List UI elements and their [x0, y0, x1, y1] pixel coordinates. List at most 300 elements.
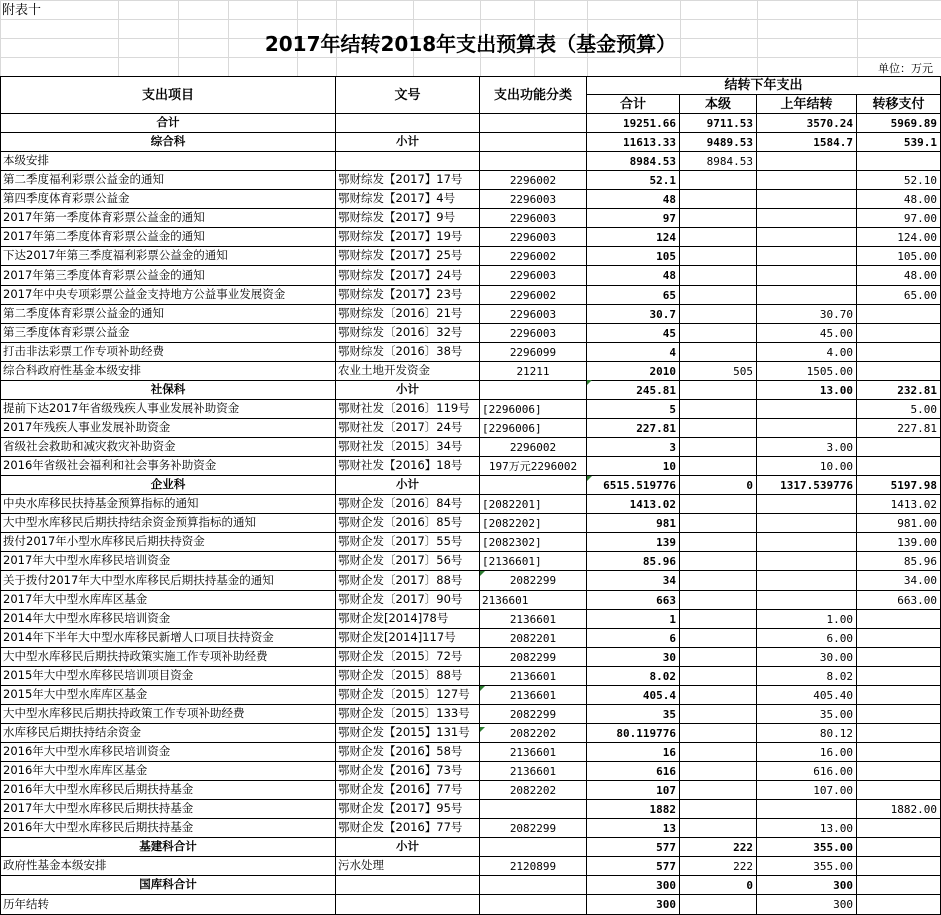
cell-item: 大中型水库移民后期扶持政策实施工作专项补助经费	[0, 648, 336, 667]
cell-total: 48	[587, 266, 680, 286]
header-group: 结转下年支出	[587, 76, 941, 95]
cell-func: 2082202	[480, 724, 587, 743]
cell-total: 13	[587, 819, 680, 838]
cell-transfer	[857, 724, 941, 743]
cell-total: 227.81	[587, 419, 680, 438]
cell-transfer: 105.00	[857, 247, 941, 266]
cell-own	[680, 743, 757, 762]
gridline	[0, 19, 941, 20]
cell-total: 80.119776	[587, 724, 680, 743]
cell-transfer: 34.00	[857, 571, 941, 591]
cell-total: 85.96	[587, 552, 680, 571]
cell-prev: 1.00	[757, 610, 857, 629]
cell-total: 1	[587, 610, 680, 629]
cell-item: 第二季度体育彩票公益金的通知	[0, 305, 336, 324]
cell-transfer	[857, 857, 941, 876]
cell-total: 48	[587, 190, 680, 209]
cell-doc: 鄂财企发〔2016〕85号	[336, 514, 480, 533]
cell-doc: 农业土地开发资金	[336, 362, 480, 381]
cell-total: 1882	[587, 800, 680, 819]
cell-func	[480, 876, 587, 895]
cell-prev	[757, 533, 857, 552]
cell-total: 97	[587, 209, 680, 228]
cell-item: 政府性基金本级安排	[0, 857, 336, 876]
cell-doc: 小计	[336, 838, 480, 857]
cell-total: 1413.02	[587, 495, 680, 514]
cell-prev: 3570.24	[757, 114, 857, 133]
cell-prev: 13.00	[757, 381, 857, 400]
cell-doc: 鄂财综发〔2016〕38号	[336, 343, 480, 362]
cell-func: 2136601	[480, 667, 587, 686]
cell-item: 2014年大中型水库移民培训资金	[0, 610, 336, 629]
cell-own: 8984.53	[680, 152, 757, 171]
cell-doc: 小计	[336, 476, 480, 495]
cell-doc: 鄂财企发〔2015〕72号	[336, 648, 480, 667]
cell-item: 国库科合计	[0, 876, 336, 895]
cell-func: 2136601	[480, 610, 587, 629]
cell-prev: 4.00	[757, 343, 857, 362]
cell-func: 2082201	[480, 629, 587, 648]
cell-own	[680, 438, 757, 457]
cell-own	[680, 514, 757, 533]
sheet-title: 2017年结转2018年支出预算表（基金预算）	[264, 32, 677, 56]
cell-prev	[757, 419, 857, 438]
cell-total: 8984.53	[587, 152, 680, 171]
cell-func: 2136601	[480, 686, 587, 705]
cell-prev	[757, 514, 857, 533]
cell-transfer: 124.00	[857, 228, 941, 247]
cell-func: 2296003	[480, 305, 587, 324]
cell-transfer: 139.00	[857, 533, 941, 552]
cell-doc: 鄂财企发【2016】77号	[336, 819, 480, 838]
cell-total: 981	[587, 514, 680, 533]
cell-doc: 鄂财企发【2016】77号	[336, 781, 480, 800]
cell-item: 合计	[0, 114, 336, 133]
cell-doc: 鄂财企发【2016】73号	[336, 762, 480, 781]
cell-doc: 鄂财综发【2017】19号	[336, 228, 480, 247]
cell-prev	[757, 247, 857, 266]
cell-own	[680, 762, 757, 781]
cell-doc: 鄂财综发【2017】24号	[336, 266, 480, 286]
cell-func	[480, 152, 587, 171]
cell-func: 2296002	[480, 171, 587, 190]
cell-func: 2136601	[480, 743, 587, 762]
gridline	[0, 0, 941, 1]
cell-transfer	[857, 876, 941, 895]
cell-func: 21211	[480, 362, 587, 381]
cell-doc: 鄂财企发[2014]117号	[336, 629, 480, 648]
cell-doc: 鄂财综发【2017】4号	[336, 190, 480, 209]
cell-item: 省级社会救助和减灾救灾补助资金	[0, 438, 336, 457]
cell-own	[680, 781, 757, 800]
cell-total: 34	[587, 571, 680, 591]
cell-own: 222	[680, 838, 757, 857]
cell-doc: 鄂财企发[2014]78号	[336, 610, 480, 629]
cell-item: 中央水库移民扶持基金预算指标的通知	[0, 495, 336, 514]
cell-own	[680, 800, 757, 819]
cell-item: 历年结转	[0, 895, 336, 915]
cell-warning-marker	[480, 686, 485, 691]
cell-transfer: 5.00	[857, 400, 941, 419]
cell-warning-marker	[587, 380, 592, 385]
cell-transfer	[857, 343, 941, 362]
cell-doc: 鄂财企发〔2015〕133号	[336, 705, 480, 724]
cell-own	[680, 228, 757, 247]
cell-doc: 污水处理	[336, 857, 480, 876]
cell-own	[680, 343, 757, 362]
cell-transfer	[857, 305, 941, 324]
cell-total: 124	[587, 228, 680, 247]
cell-own	[680, 648, 757, 667]
cell-transfer: 227.81	[857, 419, 941, 438]
cell-func: 2082202	[480, 781, 587, 800]
cell-doc: 小计	[336, 133, 480, 152]
appendix-label: 附表十	[2, 2, 42, 18]
cell-prev: 300	[757, 895, 857, 915]
cell-item: 打击非法彩票工作专项补助经费	[0, 343, 336, 362]
cell-doc: 鄂财综发【2017】9号	[336, 209, 480, 228]
cell-own: 222	[680, 857, 757, 876]
cell-prev: 107.00	[757, 781, 857, 800]
cell-func	[480, 114, 587, 133]
cell-func: [2082302]	[480, 533, 587, 552]
cell-own: 0	[680, 876, 757, 895]
cell-item: 第三季度体育彩票公益金	[0, 324, 336, 343]
cell-func	[480, 476, 587, 495]
cell-item: 2017年第三季度体育彩票公益金的通知	[0, 266, 336, 286]
cell-own	[680, 495, 757, 514]
cell-total: 300	[587, 895, 680, 915]
cell-prev	[757, 209, 857, 228]
cell-own	[680, 724, 757, 743]
cell-item: 综合科	[0, 133, 336, 152]
cell-own	[680, 381, 757, 400]
cell-prev: 355.00	[757, 838, 857, 857]
cell-doc: 鄂财企发〔2017〕56号	[336, 552, 480, 571]
cell-func: [2136601]	[480, 552, 587, 571]
header-total: 合计	[587, 95, 680, 114]
cell-own	[680, 686, 757, 705]
cell-transfer	[857, 762, 941, 781]
cell-prev	[757, 152, 857, 171]
cell-doc: 鄂财企发〔2017〕90号	[336, 591, 480, 610]
cell-own	[680, 610, 757, 629]
cell-total: 405.4	[587, 686, 680, 705]
cell-func: 197万元2296002	[480, 457, 587, 476]
cell-prev	[757, 591, 857, 610]
cell-warning-marker	[480, 571, 485, 576]
cell-total: 45	[587, 324, 680, 343]
cell-transfer	[857, 362, 941, 381]
cell-item: 关于拨付2017年大中型水库移民后期扶持基金的通知	[0, 571, 336, 591]
cell-func: 2120899	[480, 857, 587, 876]
cell-total: 30.7	[587, 305, 680, 324]
cell-doc: 鄂财社发〔2017〕24号	[336, 419, 480, 438]
cell-doc	[336, 876, 480, 895]
cell-item: 2016年大中型水库库区基金	[0, 762, 336, 781]
cell-own	[680, 591, 757, 610]
cell-total: 52.1	[587, 171, 680, 190]
cell-own	[680, 895, 757, 915]
cell-transfer: 5969.89	[857, 114, 941, 133]
cell-own	[680, 419, 757, 438]
cell-func	[480, 381, 587, 400]
cell-prev	[757, 400, 857, 419]
cell-prev	[757, 228, 857, 247]
cell-prev: 45.00	[757, 324, 857, 343]
cell-func: 2082299	[480, 819, 587, 838]
cell-func: 2296002	[480, 438, 587, 457]
cell-transfer	[857, 648, 941, 667]
cell-doc: 鄂财综发【2017】25号	[336, 247, 480, 266]
cell-own	[680, 571, 757, 591]
cell-own	[680, 629, 757, 648]
cell-transfer: 97.00	[857, 209, 941, 228]
cell-total: 11613.33	[587, 133, 680, 152]
cell-total: 616	[587, 762, 680, 781]
cell-prev	[757, 286, 857, 305]
header-function: 支出功能分类	[480, 76, 587, 114]
cell-doc: 鄂财企发〔2015〕127号	[336, 686, 480, 705]
cell-item: 社保科	[0, 381, 336, 400]
cell-transfer: 232.81	[857, 381, 941, 400]
cell-transfer	[857, 781, 941, 800]
cell-own: 505	[680, 362, 757, 381]
header-prev: 上年结转	[757, 95, 857, 114]
cell-prev: 16.00	[757, 743, 857, 762]
cell-item: 2015年大中型水库移民培训项目资金	[0, 667, 336, 686]
cell-item: 2016年大中型水库移民培训资金	[0, 743, 336, 762]
cell-item: 2017年大中型水库移民后期扶持基金	[0, 800, 336, 819]
cell-func: 2082299	[480, 571, 587, 591]
cell-item: 企业科	[0, 476, 336, 495]
cell-item: 大中型水库移民后期扶持政策工作专项补助经费	[0, 705, 336, 724]
cell-total: 300	[587, 876, 680, 895]
cell-total: 2010	[587, 362, 680, 381]
cell-doc	[336, 152, 480, 171]
cell-doc: 鄂财综发〔2016〕32号	[336, 324, 480, 343]
cell-prev: 30.70	[757, 305, 857, 324]
cell-transfer: 48.00	[857, 266, 941, 286]
header-doc: 文号	[336, 76, 480, 114]
cell-doc: 鄂财企发【2015】131号	[336, 724, 480, 743]
cell-own	[680, 705, 757, 724]
cell-func	[480, 895, 587, 915]
cell-func: 2082299	[480, 705, 587, 724]
cell-total: 663	[587, 591, 680, 610]
cell-doc	[336, 114, 480, 133]
cell-total: 35	[587, 705, 680, 724]
cell-total: 10	[587, 457, 680, 476]
cell-item: 2017年残疾人事业发展补助资金	[0, 419, 336, 438]
cell-total: 16	[587, 743, 680, 762]
cell-transfer	[857, 838, 941, 857]
cell-func: 2296003	[480, 209, 587, 228]
cell-warning-marker	[480, 727, 485, 732]
cell-transfer	[857, 457, 941, 476]
cell-own	[680, 266, 757, 286]
cell-doc: 鄂财企发【2016】58号	[336, 743, 480, 762]
cell-total: 139	[587, 533, 680, 552]
cell-item: 2017年第二季度体育彩票公益金的通知	[0, 228, 336, 247]
cell-prev: 10.00	[757, 457, 857, 476]
cell-own	[680, 457, 757, 476]
cell-own: 9711.53	[680, 114, 757, 133]
cell-transfer	[857, 667, 941, 686]
cell-total: 3	[587, 438, 680, 457]
cell-total: 107	[587, 781, 680, 800]
cell-item: 基建科合计	[0, 838, 336, 857]
cell-prev: 1317.539776	[757, 476, 857, 495]
cell-item: 提前下达2017年省级残疾人事业发展补助资金	[0, 400, 336, 419]
cell-func: 2296003	[480, 266, 587, 286]
cell-prev: 616.00	[757, 762, 857, 781]
cell-doc: 鄂财企发〔2017〕88号	[336, 571, 480, 591]
cell-item: 综合科政府性基金本级安排	[0, 362, 336, 381]
cell-func	[480, 838, 587, 857]
cell-doc: 鄂财社发〔2015〕34号	[336, 438, 480, 457]
cell-prev: 6.00	[757, 629, 857, 648]
cell-own	[680, 552, 757, 571]
cell-prev: 300	[757, 876, 857, 895]
cell-func: 2296002	[480, 286, 587, 305]
cell-prev: 8.02	[757, 667, 857, 686]
cell-prev: 35.00	[757, 705, 857, 724]
cell-prev: 13.00	[757, 819, 857, 838]
header-item: 支出项目	[0, 76, 336, 114]
cell-item: 2017年中央专项彩票公益金支持地方公益事业发展资金	[0, 286, 336, 305]
cell-prev: 405.40	[757, 686, 857, 705]
cell-total: 105	[587, 247, 680, 266]
cell-own	[680, 667, 757, 686]
cell-func: 2136601	[480, 591, 587, 610]
cell-total: 19251.66	[587, 114, 680, 133]
cell-own	[680, 286, 757, 305]
cell-prev	[757, 266, 857, 286]
cell-func: 2296002	[480, 247, 587, 266]
cell-transfer	[857, 819, 941, 838]
cell-doc: 鄂财社发〔2016〕119号	[336, 400, 480, 419]
cell-own: 9489.53	[680, 133, 757, 152]
cell-func: [2082201]	[480, 495, 587, 514]
cell-total: 577	[587, 857, 680, 876]
cell-prev: 355.00	[757, 857, 857, 876]
cell-doc	[336, 895, 480, 915]
cell-total: 5	[587, 400, 680, 419]
cell-transfer: 981.00	[857, 514, 941, 533]
cell-transfer: 48.00	[857, 190, 941, 209]
cell-func: 2296003	[480, 190, 587, 209]
cell-own	[680, 190, 757, 209]
cell-transfer	[857, 629, 941, 648]
cell-func: 2296003	[480, 228, 587, 247]
cell-transfer: 663.00	[857, 591, 941, 610]
cell-total: 8.02	[587, 667, 680, 686]
cell-func: 2082299	[480, 648, 587, 667]
cell-item: 2017年大中型水库库区基金	[0, 591, 336, 610]
cell-transfer	[857, 438, 941, 457]
cell-func: 2296003	[480, 324, 587, 343]
cell-transfer	[857, 686, 941, 705]
cell-transfer: 539.1	[857, 133, 941, 152]
cell-transfer	[857, 743, 941, 762]
cell-prev	[757, 552, 857, 571]
cell-prev: 80.12	[757, 724, 857, 743]
cell-transfer	[857, 705, 941, 724]
cell-transfer	[857, 610, 941, 629]
cell-own	[680, 819, 757, 838]
cell-total: 6515.519776	[587, 476, 680, 495]
cell-func: [2082202]	[480, 514, 587, 533]
header-own: 本级	[680, 95, 757, 114]
cell-transfer: 85.96	[857, 552, 941, 571]
cell-item: 2015年大中型水库库区基金	[0, 686, 336, 705]
cell-own	[680, 533, 757, 552]
cell-transfer: 1413.02	[857, 495, 941, 514]
cell-transfer: 52.10	[857, 171, 941, 190]
cell-item: 2017年大中型水库移民培训资金	[0, 552, 336, 571]
cell-transfer: 1882.00	[857, 800, 941, 819]
cell-doc: 鄂财企发〔2017〕55号	[336, 533, 480, 552]
cell-warning-marker	[587, 476, 592, 481]
cell-total: 6	[587, 629, 680, 648]
cell-doc: 鄂财综发【2017】17号	[336, 171, 480, 190]
cell-own	[680, 324, 757, 343]
cell-own	[680, 305, 757, 324]
cell-item: 2016年大中型水库移民后期扶持基金	[0, 781, 336, 800]
cell-total: 65	[587, 286, 680, 305]
cell-item: 水库移民后期扶持结余资金	[0, 724, 336, 743]
cell-item: 2014年下半年大中型水库移民新增人口项目扶持资金	[0, 629, 336, 648]
cell-func	[480, 800, 587, 819]
cell-own	[680, 171, 757, 190]
cell-func: [2296006]	[480, 419, 587, 438]
cell-item: 下达2017年第三季度福利彩票公益金的通知	[0, 247, 336, 266]
cell-item: 本级安排	[0, 152, 336, 171]
cell-doc: 鄂财企发【2017】95号	[336, 800, 480, 819]
cell-func: 2136601	[480, 762, 587, 781]
unit-label: 单位：万元	[878, 61, 933, 75]
cell-total: 30	[587, 648, 680, 667]
cell-doc: 鄂财社发【2016】18号	[336, 457, 480, 476]
cell-doc: 小计	[336, 381, 480, 400]
cell-total: 245.81	[587, 381, 680, 400]
cell-prev: 3.00	[757, 438, 857, 457]
cell-item: 拨付2017年小型水库移民后期扶持资金	[0, 533, 336, 552]
cell-func: [2296006]	[480, 400, 587, 419]
cell-own	[680, 247, 757, 266]
cell-item: 第二季度福利彩票公益金的通知	[0, 171, 336, 190]
cell-item: 大中型水库移民后期扶持结余资金预算指标的通知	[0, 514, 336, 533]
cell-prev	[757, 171, 857, 190]
cell-item: 2017年第一季度体育彩票公益金的通知	[0, 209, 336, 228]
cell-own: 0	[680, 476, 757, 495]
cell-prev: 1505.00	[757, 362, 857, 381]
cell-doc: 鄂财综发〔2016〕21号	[336, 305, 480, 324]
cell-item: 第四季度体育彩票公益金	[0, 190, 336, 209]
cell-prev	[757, 190, 857, 209]
cell-total: 4	[587, 343, 680, 362]
cell-prev	[757, 495, 857, 514]
cell-transfer	[857, 895, 941, 915]
cell-total: 577	[587, 838, 680, 857]
cell-doc: 鄂财综发【2017】23号	[336, 286, 480, 305]
cell-prev	[757, 800, 857, 819]
cell-item: 2016年省级社会福利和社会事务补助资金	[0, 457, 336, 476]
cell-own	[680, 209, 757, 228]
cell-doc: 鄂财企发〔2015〕88号	[336, 667, 480, 686]
header-transfer: 转移支付	[857, 95, 941, 114]
